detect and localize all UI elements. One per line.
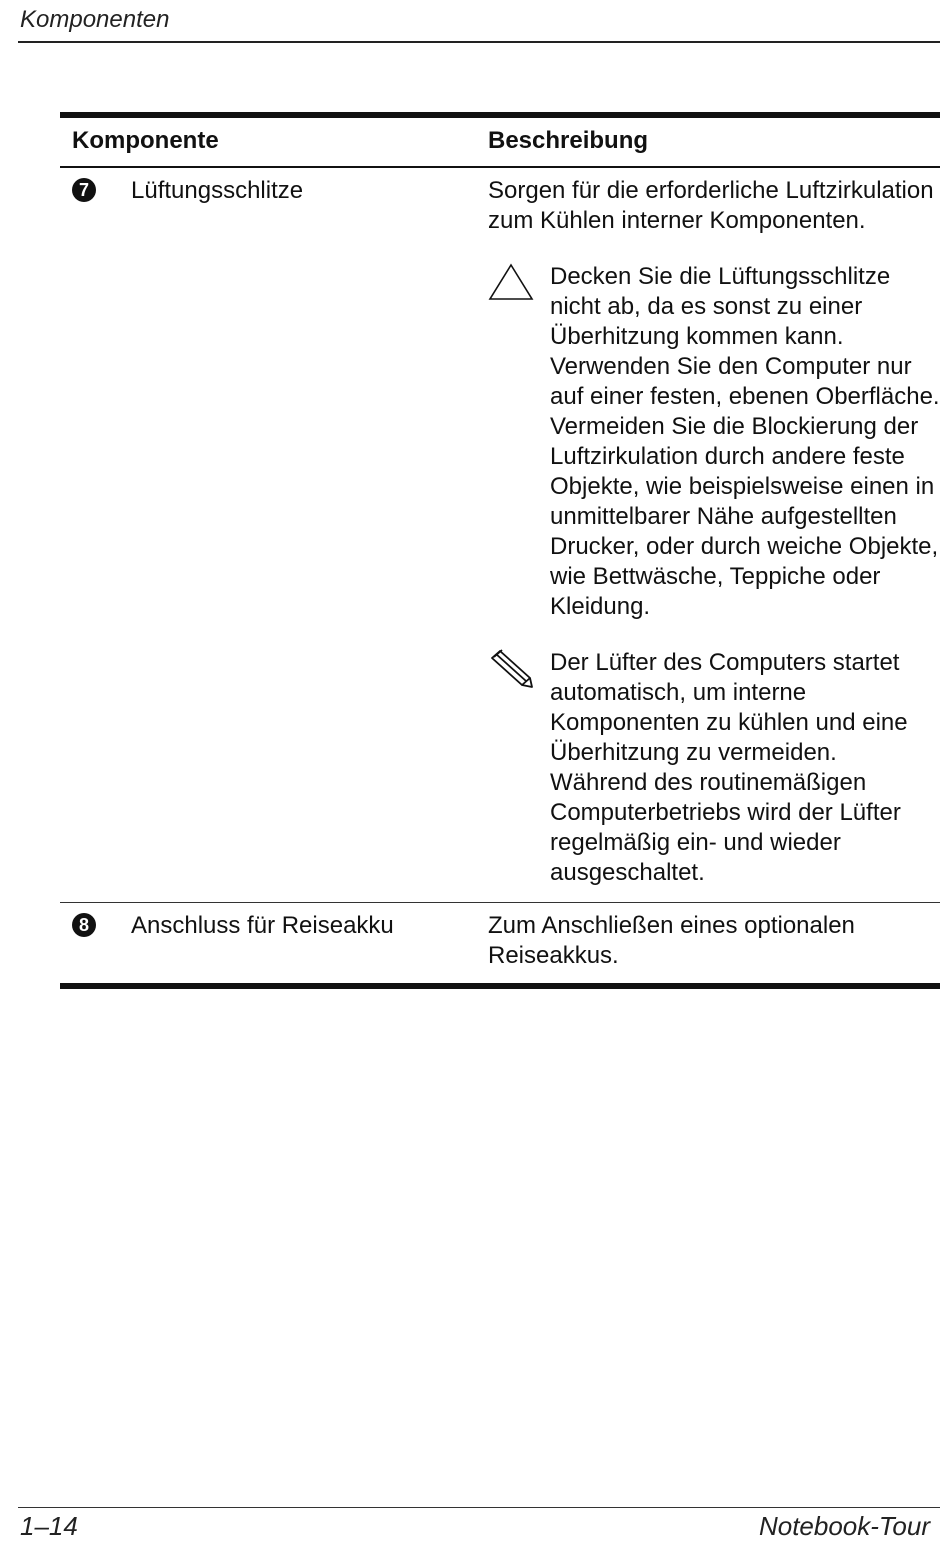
description-text: Zum Anschließen eines optionalen Reiseakkus.: [488, 912, 855, 969]
table-bottom-rule: [60, 983, 940, 989]
footer-rule: [18, 1507, 940, 1508]
column-header-description: Beschreibung: [488, 127, 649, 154]
caution-triangle-icon: [488, 262, 534, 302]
item-number-badge: 7: [72, 178, 96, 202]
column-header-component: Komponente: [72, 127, 219, 154]
component-name: Lüftungsschlitze: [131, 177, 304, 204]
component-description: [488, 903, 940, 971]
page-number: 1–14: [20, 1511, 78, 1541]
table-header-row: [60, 118, 940, 166]
component-description: [488, 168, 940, 902]
running-head: Komponenten: [20, 6, 170, 33]
pencil-note-icon: [488, 648, 534, 688]
description-text: Sorgen für die erforderliche Luftzirkulation zum Kühlen interner Komponenten.: [488, 177, 934, 234]
caution-note: [488, 262, 940, 622]
component-name: Anschluss für Reiseakku: [131, 912, 394, 939]
info-note: [488, 648, 940, 902]
info-note-text: Der Lüfter des Computers startet automatisch, um interne Komponenten zu kühlen und eine Überhitzung zu vermeiden. Während des routinemäßigen Computerbetriebs wird der Lüfter regelmäßig ein- und wieder ausgeschaltet.: [550, 649, 908, 886]
header-rule: [18, 41, 940, 43]
table-row: [60, 168, 940, 902]
footer-section-title: Notebook-Tour: [758, 1511, 930, 1541]
component-table: [60, 112, 940, 989]
table-row: [60, 903, 940, 983]
caution-text: Decken Sie die Lüftungsschlitze nicht ab, da es sonst zu einer Überhitzung kommen kann. Verwenden Sie den Computer nur auf einer festen, ebenen Oberfläche. Vermeiden Sie die Blockierung der Luftzirkulation durch andere feste Objekte, wie beispielsweise einen in unmittelbarer Nähe aufgestellten Drucker, oder durch weiche Objekte, wie Bettwäsche, Teppiche oder Kleidung.: [550, 263, 940, 620]
item-number-badge: 8: [72, 913, 96, 937]
